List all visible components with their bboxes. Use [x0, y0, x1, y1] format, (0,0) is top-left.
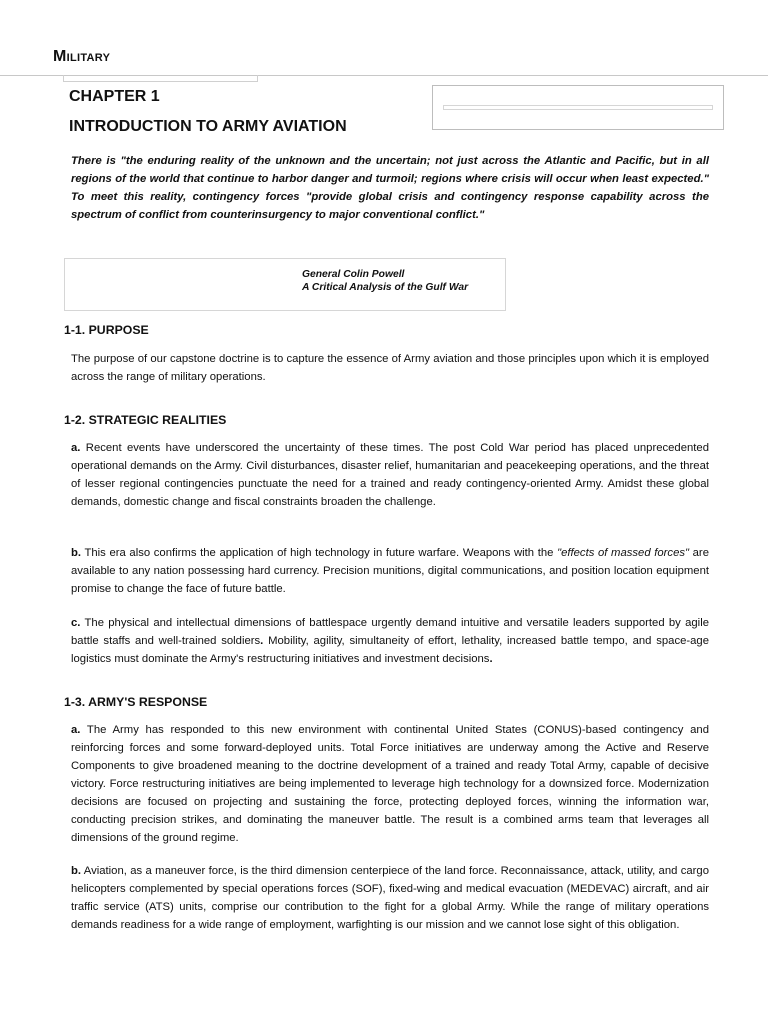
ad-placeholder-bar	[443, 105, 713, 110]
paragraph-response-a	[71, 721, 709, 847]
paragraph-text: The physical and intellectual dimensions of battlespace urgently demand intuitive and versatile leaders supported by agile battle staffs and well-trained soldiers	[71, 617, 709, 647]
paragraph-text: Aviation, as a maneuver force, is the third dimension centerpiece of the land force. Reconnaissance, attack, utility, and cargo helicopters complemented by special operations forces (SOF), fixed-wing and medical evacuation (MEDEVAC) aircraft, and air traffic service (ATS) units, comprise our contribution to the fight for a global Army. While the range of military operations demands readiness for a wide range of employment, warfighting is our mission and we cannot lose sight of this obligation.	[71, 865, 709, 931]
paragraph-strategic-a	[71, 439, 709, 511]
paragraph-strategic-c	[71, 614, 709, 668]
paragraph-label: c.	[71, 617, 81, 629]
paragraph-text: Recent events have underscored the uncertainty of these times. The post Cold War period has placed unprecedented operational demands on the Army. Civil disturbances, disaster relief, humanitarian and peacekeeping operations, and the threat of lesser regional contingencies punctuate the need for a trained and ready contingency-oriented Army. Amidst these global demands, domestic change and fiscal constraints broaden the challenge.	[71, 442, 709, 508]
paragraph-strategic-b	[71, 544, 709, 598]
attribution-author: General Colin Powell	[302, 269, 405, 280]
paragraph-emphasis: "effects of massed forces"	[557, 547, 690, 559]
paragraph-response-b	[71, 862, 709, 934]
site-title	[53, 48, 110, 66]
paragraph-text: This era also confirms the application of high technology in future warfare. Weapons with the	[81, 547, 558, 559]
paragraph-label: b.	[71, 865, 82, 877]
section-heading-purpose: 1-1. PURPOSE	[64, 323, 149, 337]
section-heading-strategic: 1-2. STRATEGIC REALITIES	[64, 413, 227, 427]
chapter-number: CHAPTER 1	[69, 88, 160, 105]
paragraph-label: a.	[71, 724, 81, 736]
paragraph-text: Mobility, agility, simultaneity of effort, lethality, increased battle tempo, and space-age logistics must dominate the Army's restructuring initiatives and investment decisions	[71, 635, 709, 665]
paragraph-label: b.	[71, 547, 82, 559]
header-tab-placeholder	[63, 75, 258, 82]
attribution-source: A Critical Analysis of the Gulf War	[302, 282, 469, 293]
paragraph-text: The Army has responded to this new environment with continental United States (CONUS)-based contingency and reinforcing forces and some forward-deployed units. Total Force initiatives are underway among the Active and Reserve Components to give broadened meaning to the doctrine development of a trained and ready Total Army, capable of decisive victory. Force restructuring initiatives are being implemented to leverage high technology for a downsized force. Modernization decisions are focused on projecting and sustaining the force, protecting deployed forces, winning the information war, conducting precision strikes, and dominating the maneuver battle. The result is a combined arms team that leverages all dimensions of the ground regime.	[71, 724, 709, 844]
paragraph-label: a.	[71, 442, 81, 454]
epigraph-quote: There is "the enduring reality of the unknown and the uncertain; not just across the Atlantic and Pacific, but in all regions of the world that continue to harbor danger and turmoil; regions where crisis will occur when least expected." To meet this reality, contingency forces "provide global crisis and contingency response capability across the spectrum of conflict from counterinsurgency to major conventional conflict."	[71, 155, 709, 221]
paragraph-purpose: The purpose of our capstone doctrine is to capture the essence of Army aviation and those principles upon which it is employed across the range of military operations.	[71, 353, 709, 383]
chapter-title: INTRODUCTION TO ARMY AVIATION	[69, 118, 347, 135]
section-heading-response: 1-3. ARMY'S RESPONSE	[64, 695, 208, 709]
ad-placeholder-box	[432, 85, 724, 130]
attribution-box	[64, 258, 506, 311]
site-title-text: Military	[53, 48, 111, 65]
paragraph-period: .	[260, 635, 264, 647]
paragraph-period: .	[489, 653, 493, 665]
paragraph-text: are available to any nation possessing hard currency. Precision munitions, digital communications, and position location equipment promise to change the face of future battle.	[71, 547, 709, 595]
